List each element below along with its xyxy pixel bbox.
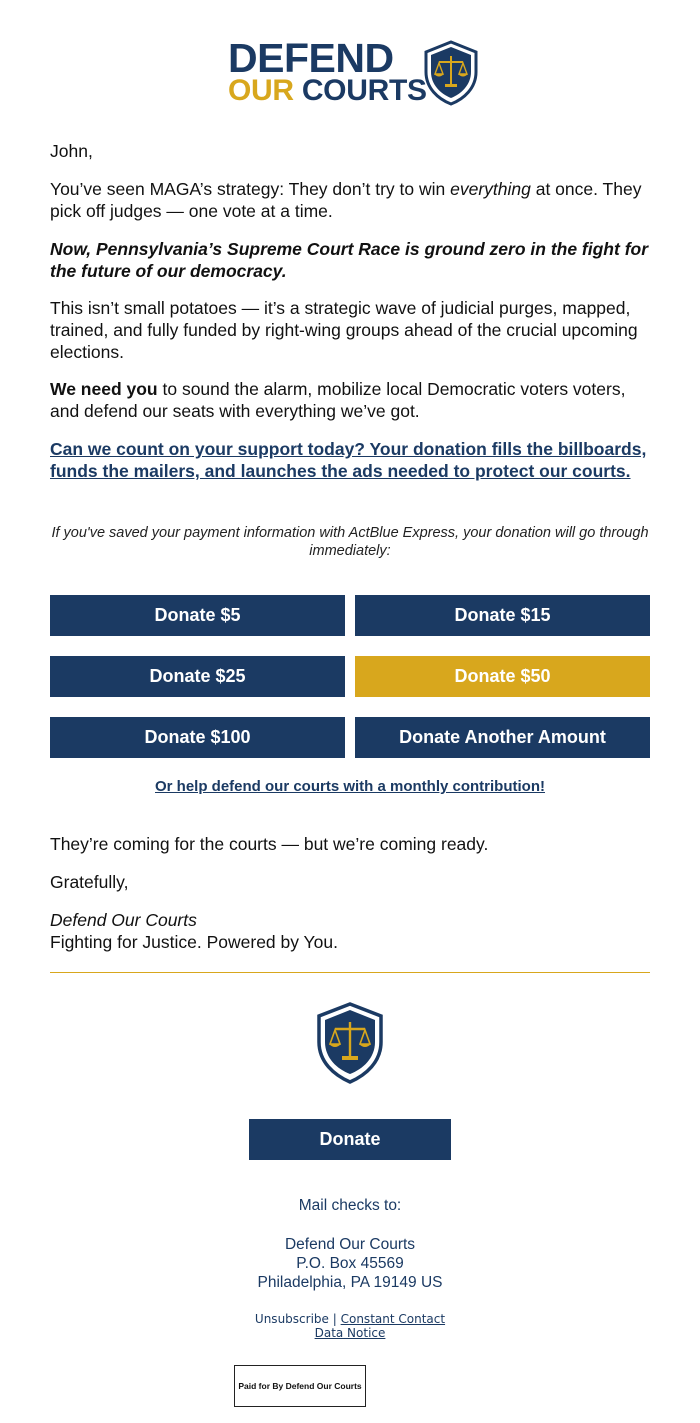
paragraph-strategy: You’ve seen MAGA’s strategy: They don’t try to win everything at once. They pick off judges — one vote at a time. bbox=[50, 179, 642, 221]
monthly-contribution-link[interactable]: Or help defend our courts with a monthly contribution! bbox=[155, 778, 545, 795]
actblue-express-note: If you've saved your payment information with ActBlue Express, your donation will go through immediately: bbox=[51, 525, 649, 559]
data-notice-link[interactable]: Data Notice bbox=[314, 1326, 386, 1340]
signoff: Gratefully, bbox=[50, 872, 129, 892]
logo-word-defend: DEFEND bbox=[228, 35, 394, 81]
footer-donate-button[interactable]: Donate bbox=[249, 1119, 451, 1160]
logo-word-our: OUR bbox=[228, 74, 294, 107]
donate-5-button[interactable]: Donate $5 bbox=[50, 595, 345, 636]
shield-scales-icon bbox=[423, 40, 479, 106]
closing-line: They’re coming for the courts — but we’re coming ready. bbox=[50, 834, 489, 854]
paid-for-disclaimer: Paid for By Defend Our Courts bbox=[234, 1365, 366, 1407]
legal-separator: | bbox=[332, 1312, 337, 1326]
support-cta-link[interactable]: Can we count on your support today? Your donation fills the billboards, funds the mailers, and launches the ads needed to protect our courts. bbox=[50, 439, 647, 481]
donate-100-button[interactable]: Donate $100 bbox=[50, 717, 345, 758]
brand-logo bbox=[228, 35, 483, 110]
unsubscribe-link[interactable]: Unsubscribe bbox=[254, 1312, 329, 1326]
constant-contact-link[interactable]: Constant Contact bbox=[340, 1312, 446, 1326]
data-notice-row bbox=[50, 1326, 650, 1340]
greeting: John, bbox=[50, 141, 93, 161]
donate-50-button[interactable]: Donate $50 bbox=[355, 656, 650, 697]
address-po-box: P.O. Box 45569 bbox=[296, 1255, 404, 1272]
signature-tagline: Fighting for Justice. Powered by You. bbox=[50, 932, 338, 952]
donate-15-button[interactable]: Donate $15 bbox=[355, 595, 650, 636]
paragraph-we-need-you: We need you to sound the alarm, mobilize local Democratic voters voters, and defend our seats with everything we’ve got. bbox=[50, 379, 626, 421]
mail-checks-label: Mail checks to: bbox=[298, 1197, 402, 1214]
logo-word-courts: COURTS bbox=[301, 74, 427, 107]
signature-org: Defend Our Courts bbox=[50, 910, 197, 930]
paragraph-ground-zero: Now, Pennsylvania’s Supreme Court Race is ground zero in the fight for the future of our democracy. bbox=[50, 239, 649, 281]
footer-divider bbox=[50, 972, 650, 973]
legal-links bbox=[50, 1312, 650, 1326]
donate-25-button[interactable]: Donate $25 bbox=[50, 656, 345, 697]
logo-line-our-courts bbox=[228, 74, 427, 108]
donate-another-amount-button[interactable]: Donate Another Amount bbox=[355, 717, 650, 758]
footer-shield-icon bbox=[316, 1002, 384, 1084]
address-name: Defend Our Courts bbox=[284, 1236, 416, 1253]
address-city: Philadelphia, PA 19149 US bbox=[257, 1274, 443, 1291]
paragraph-small-potatoes: This isn’t small potatoes — it’s a strategic wave of judicial purges, mapped, trained, and fully funded by right-wing groups ahead of the crucial upcoming elections. bbox=[50, 298, 638, 362]
